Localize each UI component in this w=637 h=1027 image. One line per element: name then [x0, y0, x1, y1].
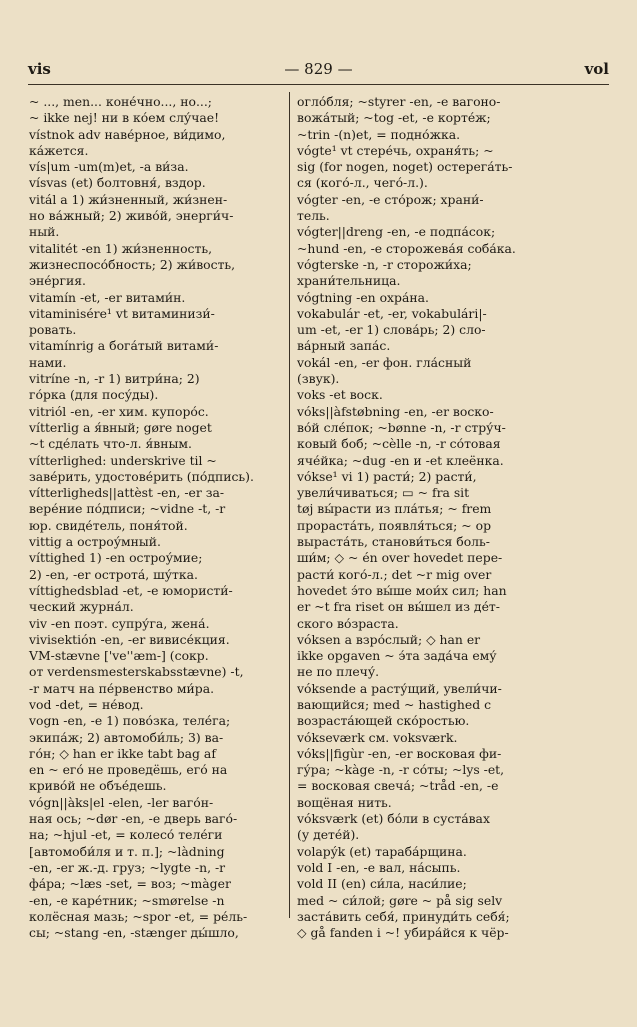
- dictionary-line: ~t сде́лать что-л. я́вным.: [29, 436, 192, 452]
- dictionary-line: vivisektión -en, -er вивисе́кция.: [29, 631, 230, 647]
- dictionary-line: en ~ его́ не проведёшь, его́ на: [29, 762, 228, 778]
- dictionary-line: тель.: [297, 208, 330, 224]
- dictionary-line: увели́чиваться; ▭ ~ fra sit: [297, 485, 470, 501]
- dictionary-line: ка́жется.: [29, 142, 89, 158]
- dictionary-line: не по плечу́.: [297, 664, 380, 680]
- dictionary-line: сы; ~stang -en, -stænger ды́шло,: [29, 925, 239, 941]
- dictionary-line: vokabulár -et, -er, vokabulári|-: [297, 305, 487, 321]
- dictionary-line: vitamín -et, -er витами́н.: [29, 289, 186, 305]
- dictionary-line: -r матч на пе́рвенство ми́ра.: [29, 680, 215, 696]
- dictionary-line: ского во́зраста.: [297, 615, 399, 631]
- dictionary-line: юр. свиде́тель, поня́той.: [29, 517, 188, 533]
- dictionary-line: vold I -en, -e вал, на́сыпь.: [297, 859, 461, 875]
- dictionary-line: vittig a остроу́мный.: [29, 534, 161, 550]
- dictionary-line: вере́ние по́дписи; ~vidne -t, -r: [29, 501, 226, 517]
- dictionary-line: vitalitét -en 1) жи́зненность,: [29, 240, 213, 256]
- dictionary-line: ческий журна́л.: [29, 599, 134, 615]
- dictionary-line: vókse¹ vi 1) расти́; 2) расти́,: [297, 468, 477, 484]
- dictionary-line: ши́м; ◇ ~ én over hovedet пере-: [297, 550, 503, 566]
- dictionary-line: vítterlig a я́вный; gøre noget: [29, 419, 212, 435]
- dictionary-line: ся (кого́-л., чего́-л.).: [297, 175, 428, 191]
- dictionary-line: víttighed 1) -en остроу́мие;: [29, 550, 203, 566]
- dictionary-line: ковый боб; ~cèlle -n, -r со́товая: [297, 436, 501, 452]
- dictionary-line: voks -et воск.: [297, 387, 383, 403]
- dictionary-line: ~hund -en, -e сторожева́я соба́ка.: [297, 240, 516, 256]
- dictionary-line: ровать.: [29, 322, 77, 338]
- dictionary-line: заве́рить, удостове́рить (по́дпись).: [29, 468, 254, 484]
- left-column: [29, 94, 284, 941]
- dictionary-line: vógterske -n, -r сторожи́ха;: [297, 256, 472, 272]
- dictionary-line: экипа́ж; 2) автомоби́ль; 3) ва-: [29, 729, 224, 745]
- dictionary-line: vítterligheds||attèst -en, -er за-: [29, 485, 225, 501]
- dictionary-line: vísvas (et) болтовня́, вздор.: [29, 175, 206, 191]
- dictionary-line: гу́ра; ~kàge -n, -r со́ты; ~lys -et,: [297, 762, 505, 778]
- dictionary-line: vógtning -en охра́на.: [297, 289, 429, 305]
- dictionary-line: ва́рный запа́с.: [297, 338, 391, 354]
- dictionary-line: на; ~hjul -et, = колесо́ теле́ги: [29, 827, 223, 843]
- dictionary-line: нами.: [29, 354, 67, 370]
- dictionary-line: vóksværk (et) бо́ли в суста́вах: [297, 811, 490, 827]
- dictionary-line: расти́ кого́-л.; det ~r mig over: [297, 566, 492, 582]
- dictionary-line: vóks||àfstøbning -en, -er воско-: [297, 403, 494, 419]
- dictionary-line: vitriól -en, -er хим. купоро́с.: [29, 403, 209, 419]
- dictionary-line: vógter -en, -e сто́рож; храни́-: [297, 191, 484, 207]
- running-head-right: vol: [584, 60, 609, 78]
- page-header: [28, 60, 609, 82]
- dictionary-line: ный.: [29, 224, 60, 240]
- dictionary-line: med ~ си́лой; gøre ~ på sig selv: [297, 892, 503, 908]
- dictionary-line: hovedet э́то вы́ше мои́х сил; han: [297, 582, 507, 598]
- page-number: — 829 —: [284, 60, 353, 78]
- dictionary-line: VM-stævne ['ve''æm-] (сокр.: [29, 648, 209, 664]
- dictionary-line: vís|um -um(m)et, -a ви́за.: [29, 159, 189, 175]
- dictionary-line: вающийся; med ~ hastighed с: [297, 696, 492, 712]
- dictionary-line: volapýk (et) тараба́рщина.: [297, 843, 467, 859]
- dictionary-line: заста́вить себя́, принуди́ть себя́;: [297, 908, 510, 924]
- dictionary-line: tøj вы́расти из пла́тья; ~ frem: [297, 501, 492, 517]
- dictionary-line: ikke opgaven ~ э́та зада́ча ему́: [297, 648, 497, 664]
- dictionary-line: vold II (en) си́ла, наси́лие;: [297, 876, 467, 892]
- dictionary-line: vitaminisére¹ vt витаминизи́-: [29, 305, 215, 321]
- dictionary-line: яче́йка; ~dug -en и -et клеёнка.: [297, 452, 504, 468]
- dictionary-line: криво́й не объе́дешь.: [29, 778, 167, 794]
- dictionary-line: vitríne -n, -r 1) витри́на; 2): [29, 371, 200, 387]
- dictionary-line: vogn -en, -e 1) пово́зка, теле́га;: [29, 713, 231, 729]
- dictionary-line: ◇ gå fanden i ~! убира́йся к чёр-: [297, 925, 509, 941]
- dictionary-line: vókseværk см. voksværk.: [297, 729, 458, 745]
- dictionary-line: vitál a 1) жи́зненный, жи́знен-: [29, 191, 228, 207]
- dictionary-line: sig (for nogen, noget) остерега́ть-: [297, 159, 513, 175]
- dictionary-line: [автомоби́ля и т. п.]; ~làdning: [29, 843, 225, 859]
- dictionary-line: эне́ргия.: [29, 273, 86, 289]
- dictionary-line: выраста́ть, станови́ться боль-: [297, 534, 490, 550]
- dictionary-line: viv -en поэт. супру́га, жена́.: [29, 615, 210, 631]
- dictionary-line: víttighedsblad -et, -e юмористи́-: [29, 582, 233, 598]
- dictionary-line: вожа́тый; ~tog -et, -e корте́ж;: [297, 110, 491, 126]
- header-rule: [28, 84, 609, 85]
- dictionary-line: 2) -en, -er острота́, шу́тка.: [29, 566, 198, 582]
- dictionary-line: ная ось; ~dør -en, -e дверь ваго́-: [29, 811, 238, 827]
- dictionary-line: возраста́ющей ско́ростью.: [297, 713, 470, 729]
- dictionary-line: vitamínrig a бога́тый витами́-: [29, 338, 219, 354]
- column-divider: [289, 92, 290, 918]
- dictionary-line: -en, -e каре́тник; ~smørelse -n: [29, 892, 225, 908]
- dictionary-line: ~ ikke nej! ни в ко́ем слу́чае!: [29, 110, 220, 126]
- dictionary-line: vógte¹ vt стере́чь, охраня́ть; ~: [297, 142, 494, 158]
- dictionary-line: vógn||àks|el -elen, -ler ваго́н-: [29, 794, 214, 810]
- dictionary-line: -en, -er ж.-д. груз; ~lygte -n, -r: [29, 859, 226, 875]
- dictionary-line: го́рка (для посу́ды).: [29, 387, 159, 403]
- dictionary-line: (звук).: [297, 371, 340, 387]
- dictionary-line: храни́тельница.: [297, 273, 401, 289]
- dictionary-line: vógter||dreng -en, -e подпа́сок;: [297, 224, 496, 240]
- dictionary-line: vóksende a расту́щий, увели́чи-: [297, 680, 502, 696]
- dictionary-line: жизнеспосо́бность; 2) жи́вость,: [29, 256, 236, 272]
- dictionary-line: vítterlighed: underskrive til ~: [29, 452, 217, 468]
- dictionary-line: vóksen a взро́слый; ◇ han er: [297, 631, 481, 647]
- dictionary-line: vod -det, = не́вод.: [29, 696, 144, 712]
- dictionary-line: го́н; ◇ han er ikke tabt bag af: [29, 745, 216, 761]
- dictionary-line: прораста́ть, появля́ться; ~ op: [297, 517, 492, 533]
- dictionary-line: но ва́жный; 2) живо́й, энерги́ч-: [29, 208, 234, 224]
- dictionary-line: вощёная нить.: [297, 794, 392, 810]
- dictionary-line: um -et, -er 1) слова́рь; 2) сло-: [297, 322, 486, 338]
- dictionary-line: (у дете́й).: [297, 827, 360, 843]
- running-head-left: vis: [28, 60, 51, 78]
- dictionary-line: vokál -en, -er фон. гла́сный: [297, 354, 472, 370]
- dictionary-line: er ~t fra riset он вы́шел из де́т-: [297, 599, 500, 615]
- dictionary-line: от verdensmesterskabsstævne) -t,: [29, 664, 244, 680]
- dictionary-line: vístnok adv наве́рное, ви́димо,: [29, 126, 226, 142]
- dictionary-line: = восковая свеча́; ~tråd -en, -e: [297, 778, 499, 794]
- dictionary-line: фа́ра; ~læs -set, = воз; ~màger: [29, 876, 231, 892]
- dictionary-line: огло́бля; ~styrer -en, -e вагоно-: [297, 94, 501, 109]
- dictionary-line: колёсная мазь; ~spor -et, = ре́ль-: [29, 908, 248, 924]
- dictionary-line: vóks||figùr -en, -er восковая фи-: [297, 745, 502, 761]
- dictionary-line: ~ ..., men... коне́чно..., но...;: [29, 94, 212, 109]
- dictionary-line: во́й сле́пок; ~bønne -n, -r стру́ч-: [297, 419, 506, 435]
- right-column: [297, 94, 554, 941]
- dictionary-line: ~trin -(n)et, = подно́жка.: [297, 126, 461, 142]
